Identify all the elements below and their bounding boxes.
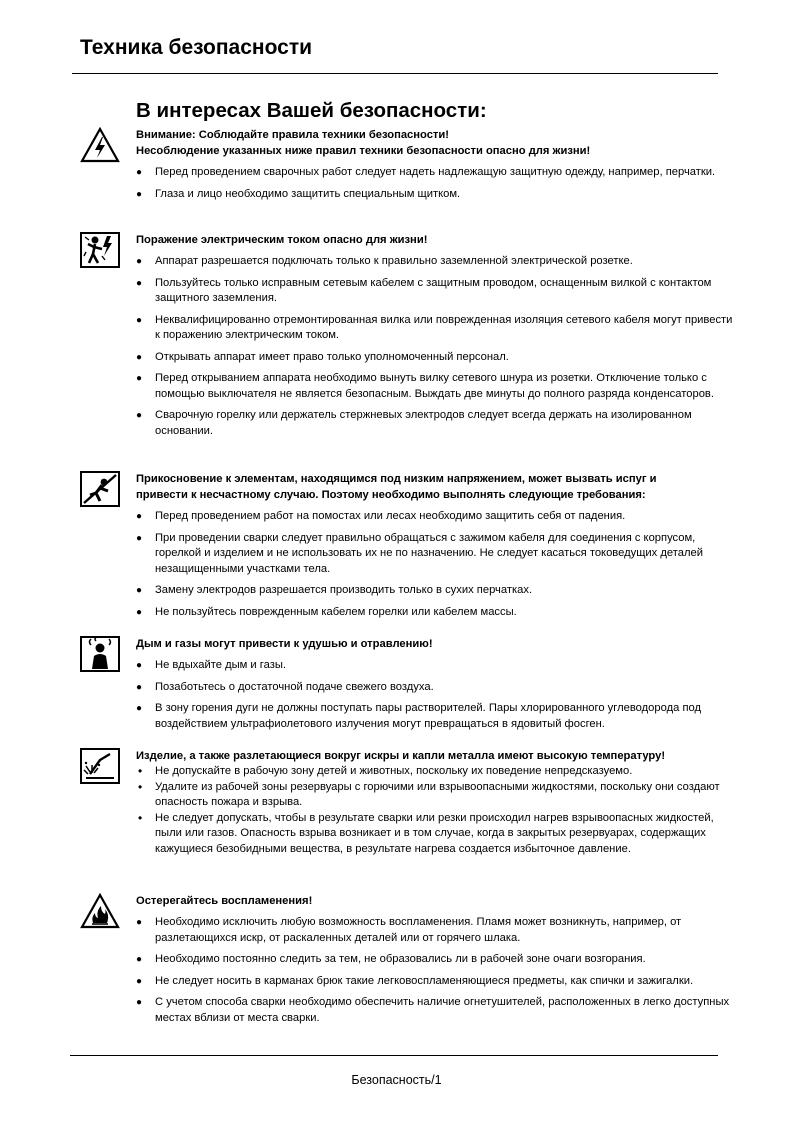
section-heading-line: Внимание: Соблюдайте правила техники безопасности!: [136, 129, 450, 141]
list-item: ● Позаботьтесь о достаточной подаче свежего воздуха.: [136, 680, 736, 696]
main-title: В интересах Вашей безопасности:: [136, 99, 487, 122]
list-item: ● Открывать аппарат имеет право только уполномоченный персонал.: [136, 350, 736, 366]
list-item: ● При проведении сварки следует правильно обращаться с зажимом кабеля для соединения с корпусом, горелкой и изделием и не использовать их не по назначению. Не следует касаться токоведущих деталей незащищенными участками тела.: [136, 531, 736, 578]
list-item: ● Пользуйтесь только исправным сетевым кабелем с защитным проводом, оснащенным вилкой с контактом защитного заземления.: [136, 276, 736, 307]
fire-hazard-icon: [80, 893, 120, 929]
bullet-list: [136, 764, 736, 857]
list-item: ● Неквалифицированно отремонтированная вилка или поврежденная изоляция сетевого кабеля могут привести к поражению электрическим током.: [136, 313, 736, 344]
list-item: • Удалите из рабочей зоны резервуары с горючими или взрывоопасными жидкостями, поскольку они создают опасность пожара и взрыва.: [136, 780, 736, 811]
list-item: ● Не следует носить в карманах брюк такие легковоспламеняющиеся предметы, как спички и зажигалки.: [136, 974, 736, 990]
list-item: ● Замену электродов разрешается производить только в сухих перчатках.: [136, 583, 736, 599]
list-item: ● Перед проведением сварочных работ следует надеть надлежащую защитную одежду, например, перчатки.: [136, 165, 736, 181]
page-number: Безопасность/1: [351, 1073, 442, 1087]
section-heading-line: Прикосновение к элементам, находящимся под низким напряжением, может вызвать испуг и: [136, 473, 657, 485]
fall-hazard-icon: [80, 471, 120, 507]
list-item: ● Необходимо исключить любую возможность воспламенения. Пламя может возникнуть, например, от разлетающихся искр, от раскаленных деталей или от горячего шлака.: [136, 915, 736, 946]
high-voltage-warning-icon: [80, 127, 120, 163]
list-item: ● Не пользуйтесь поврежденным кабелем горелки или кабелем массы.: [136, 605, 736, 621]
section-heading-line: Дым и газы могут привести к удушью и отравлению!: [136, 638, 433, 650]
section-heading-line: привести к несчастному случаю. Поэтому необходимо выполнять следующие требования:: [136, 489, 646, 501]
list-item: ● Перед проведением работ на помостах или лесах необходимо защитить себя от падения.: [136, 509, 736, 525]
footer-divider: [70, 1055, 718, 1056]
list-item: ● Необходимо постоянно следить за тем, не образовались ли в рабочей зоне очаги возгорания.: [136, 952, 736, 968]
list-item: ● Сварочную горелку или держатель стержневых электродов следует всегда держать на изолированном основании.: [136, 408, 736, 439]
bullet-list: [136, 915, 736, 1026]
electric-shock-icon: [80, 232, 120, 268]
bullet-list: [136, 165, 736, 202]
bullet-list: [136, 658, 736, 732]
header-title: Техника безопасности: [80, 36, 313, 59]
bullet-list: [136, 509, 736, 620]
bullet-list: [136, 254, 736, 439]
list-item: ● С учетом способа сварки необходимо обеспечить наличие огнетушителей, расположенных в легко доступных местах вблизи от места сварки.: [136, 995, 736, 1026]
list-item: • Не следует допускать, чтобы в результате сварки или резки происходил нагрев взрывоопасных жидкостей, пыли или газов. Опасность взрыва возникает и в том случае, когда в закрытых резервуарах, содержащих кажущиеся безобидными вещества, в результате нагрева создается избыточное давление.: [136, 811, 736, 858]
list-item: ● Аппарат разрешается подключать только к правильно заземленной электрической розетке.: [136, 254, 736, 270]
section-heading-line: Несоблюдение указанных ниже правил техники безопасности опасно для жизни!: [136, 145, 591, 157]
list-item: • Не допускайте в рабочую зону детей и животных, поскольку их поведение непредсказуемо.: [136, 764, 736, 780]
header-divider: [72, 73, 718, 74]
list-item: ● Перед открыванием аппарата необходимо вынуть вилку сетевого шнура из розетки. Отключение только с помощью выключателя не является безопасным. Выждать две минуты до полного разряда конденсаторов.: [136, 371, 736, 402]
section-heading-line: Изделие, а также разлетающиеся вокруг искры и капли металла имеют высокую температуру!: [136, 750, 666, 762]
section-heading-line: Остерегайтесь воспламенения!: [136, 895, 313, 907]
section-heading-line: Поражение электрическим током опасно для жизни!: [136, 234, 428, 246]
list-item: ● Глаза и лицо необходимо защитить специальным щитком.: [136, 187, 736, 203]
list-item: ● Не вдыхайте дым и газы.: [136, 658, 736, 674]
list-item: ● В зону горения дуги не должны поступать пары растворителей. Пары хлорированного углеводорода под воздействием ультрафиолетового излучения могут превращаться в ядовитый фосген.: [136, 701, 736, 732]
hot-sparks-icon: [80, 748, 120, 784]
toxic-fumes-icon: [80, 636, 120, 672]
